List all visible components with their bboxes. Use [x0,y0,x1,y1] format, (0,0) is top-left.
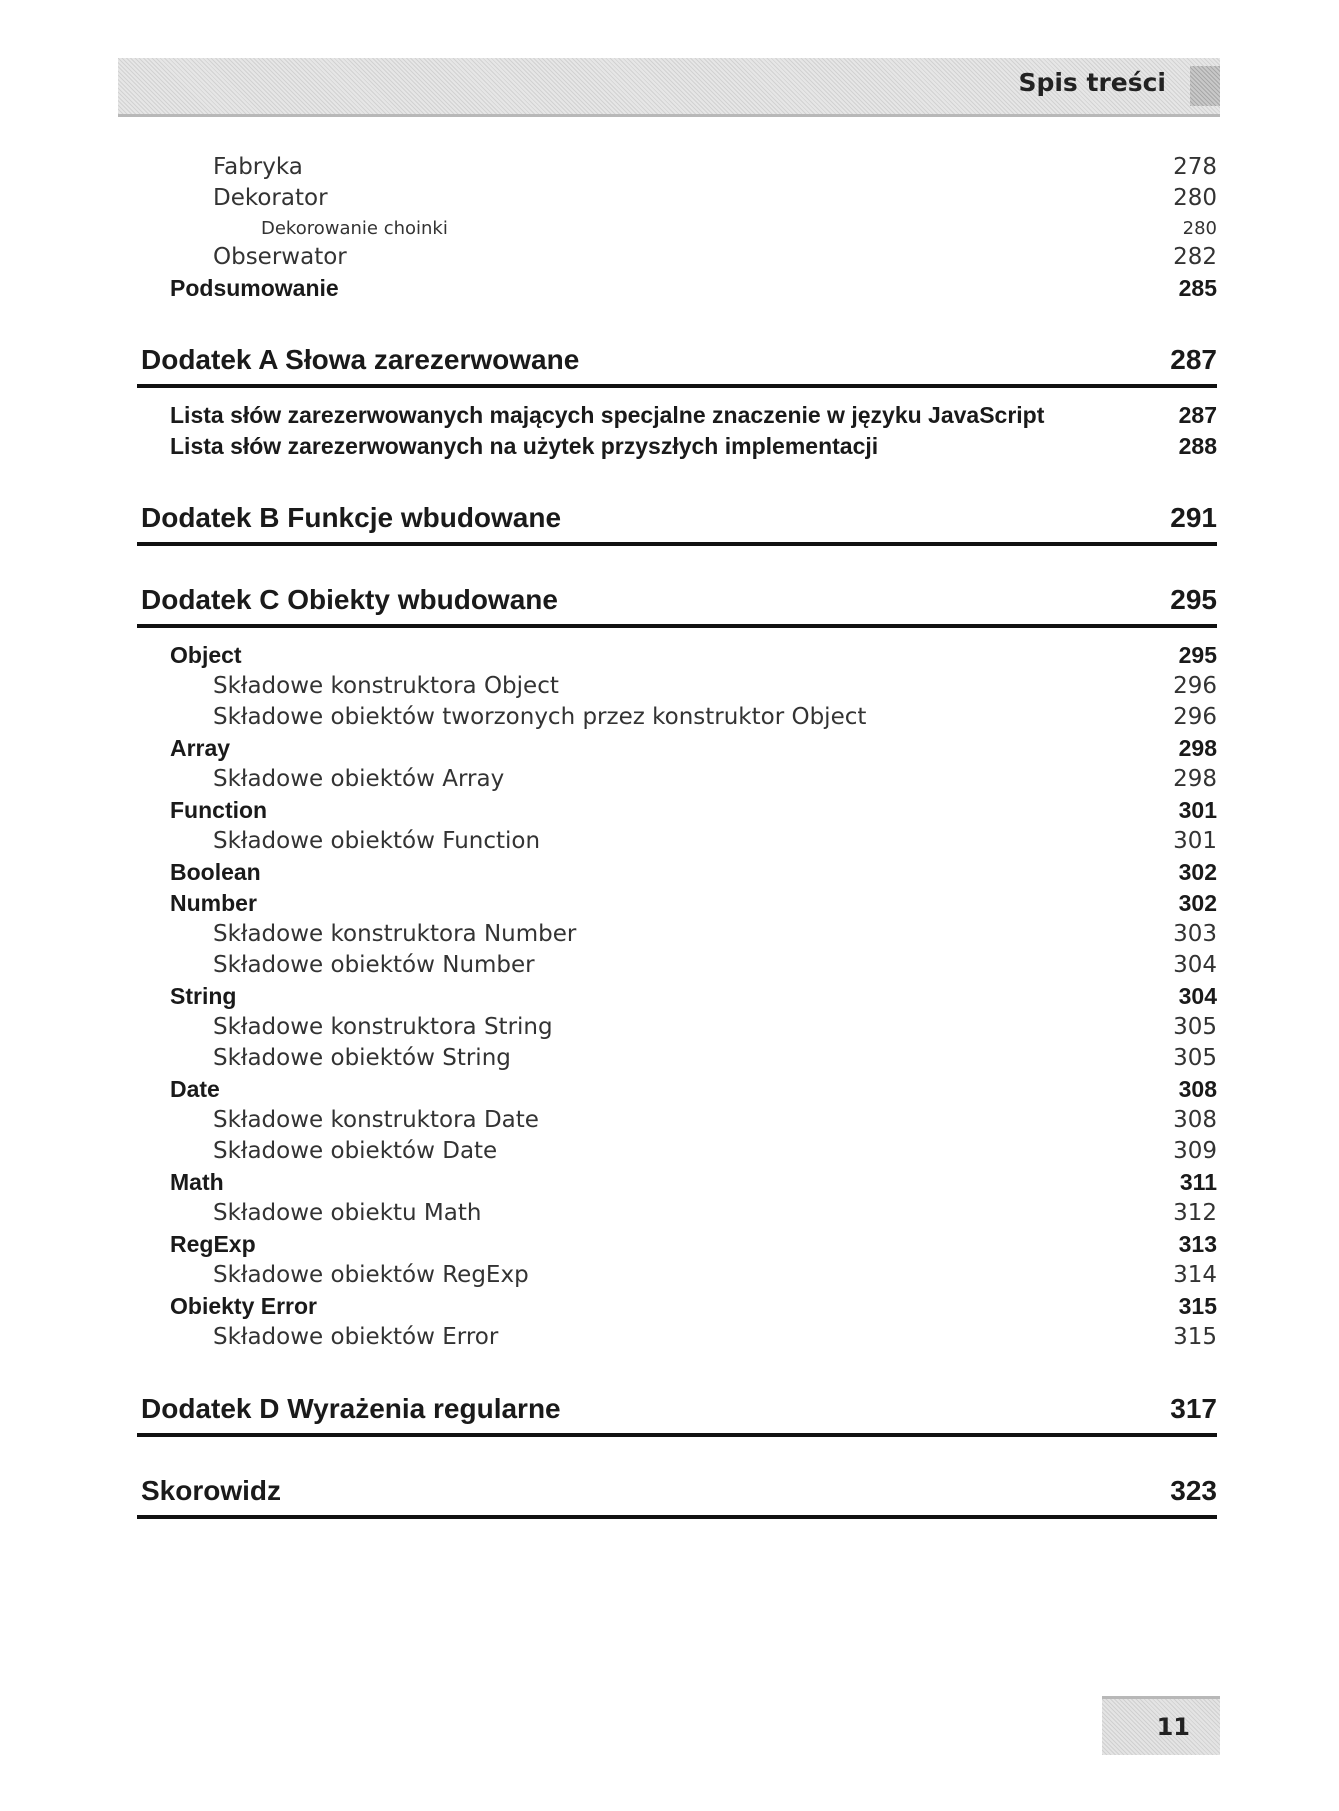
toc-section[interactable] [137,797,1217,828]
toc-section[interactable] [137,642,1217,673]
toc-index[interactable] [137,1475,1217,1519]
toc-section[interactable] [137,433,1217,464]
running-header-title: Spis treści [1018,68,1166,97]
toc-entry-page: 305 [1173,1045,1217,1071]
toc-section-page: 302 [1178,859,1217,885]
toc-entry-title: Składowe obiektów Date [213,1138,498,1164]
toc-entry-title: Składowe konstruktora String [213,1014,553,1040]
toc-section-title: Function [170,797,268,823]
toc-section-page: 304 [1178,983,1217,1009]
page-footer [1102,1696,1220,1755]
toc-section-title: Boolean [170,859,261,885]
appendix-page: 295 [1170,584,1217,615]
toc-section[interactable] [137,402,1217,433]
toc-entry[interactable] [137,921,1217,952]
toc-section-title: Number [170,890,257,916]
toc-appendix-b[interactable] [137,502,1217,546]
toc-entry-page: 296 [1173,704,1217,730]
toc-entry-title: Składowe konstruktora Date [213,1107,539,1133]
appendix-title: Dodatek D Wyrażenia regularne [141,1393,561,1424]
toc-entry-page: 308 [1173,1107,1217,1133]
toc-section-title: Podsumowanie [170,275,339,301]
toc-entry-page: 282 [1173,244,1217,270]
toc-entry-title: Składowe konstruktora Object [213,673,559,699]
toc-section-title: Array [170,735,231,761]
appendix-title: Dodatek A Słowa zarezerwowane [141,344,580,375]
toc-entry[interactable] [137,766,1217,797]
toc-entry-title: Fabryka [213,154,303,180]
toc-section[interactable] [137,1293,1217,1324]
toc-section[interactable] [137,1076,1217,1107]
toc-entry-page: 315 [1173,1324,1217,1350]
toc-entry[interactable] [137,828,1217,859]
toc-subentry[interactable] [137,216,1217,244]
toc-section-title: Lista słów zarezerwowanych na użytek przyszłych implementacji [170,433,879,459]
toc-entry-page: 278 [1173,154,1217,180]
toc-section[interactable] [137,859,1217,890]
toc-entry[interactable] [137,244,1217,275]
appendix-title: Dodatek C Obiekty wbudowane [141,584,558,615]
toc-section-page: 287 [1178,402,1217,428]
toc-entry-page: 296 [1173,673,1217,699]
toc-entry[interactable] [137,1324,1217,1355]
toc-section-title: RegExp [170,1231,256,1257]
toc-section-page: 311 [1179,1169,1217,1195]
page-number: 11 [1156,1713,1190,1741]
toc-entry-title: Składowe konstruktora Number [213,921,577,947]
toc-entry-page: 280 [1182,218,1217,239]
toc-section[interactable] [137,1231,1217,1262]
toc-section[interactable] [137,275,1217,306]
appendix-page: 291 [1170,502,1217,533]
toc-section-title: String [170,983,237,1009]
toc-section-page: 301 [1178,797,1217,823]
toc-entry-title: Składowe obiektów Function [213,828,541,854]
toc-entry[interactable] [137,1200,1217,1231]
toc-section-page: 308 [1178,1076,1217,1102]
toc-section-page: 302 [1178,890,1217,916]
toc-section[interactable] [137,1169,1217,1200]
toc-section[interactable] [137,983,1217,1014]
toc-entry-title: Składowe obiektów tworzonych przez konstruktor Object [213,704,867,730]
toc-entry-title: Dekorator [213,185,328,211]
toc-entry[interactable] [137,1107,1217,1138]
toc-entry[interactable] [137,704,1217,735]
toc-section-title: Lista słów zarezerwowanych mających specjalne znaczenie w języku JavaScript [170,402,1045,428]
toc-entry-page: 304 [1173,952,1217,978]
toc-appendix-c[interactable] [137,584,1217,628]
toc-entry-title: Obserwator [213,244,347,270]
toc-entry-title: Składowe obiektu Math [213,1200,482,1226]
toc-entry[interactable] [137,952,1217,983]
toc-section-page: 285 [1178,275,1217,301]
toc-entry[interactable] [137,1138,1217,1169]
appendix-page: 317 [1170,1393,1217,1424]
toc-entry-page: 309 [1173,1138,1217,1164]
toc-entry-page: 314 [1173,1262,1217,1288]
toc-entry-title: Dekorowanie choinki [261,218,448,239]
toc-section-page: 298 [1178,735,1217,761]
toc-entry[interactable] [137,673,1217,704]
toc-section-page: 288 [1178,433,1217,459]
table-of-contents [137,154,1217,1533]
toc-entry-page: 280 [1173,185,1217,211]
toc-entry-page: 298 [1173,766,1217,792]
toc-entry-page: 312 [1173,1200,1217,1226]
toc-entry-title: Składowe obiektów Error [213,1324,499,1350]
header-tab-marker [1190,66,1220,106]
toc-entry[interactable] [137,1045,1217,1076]
toc-appendix-a[interactable] [137,344,1217,388]
toc-entry-title: Składowe obiektów Array [213,766,505,792]
index-page: 323 [1170,1475,1217,1506]
toc-entry-page: 301 [1173,828,1217,854]
toc-entry[interactable] [137,154,1217,185]
toc-entry[interactable] [137,185,1217,216]
toc-section-page: 315 [1178,1293,1217,1319]
toc-section[interactable] [137,735,1217,766]
toc-section-title: Obiekty Error [170,1293,317,1319]
toc-entry[interactable] [137,1262,1217,1293]
toc-entry-page: 303 [1173,921,1217,947]
toc-entry-page: 305 [1173,1014,1217,1040]
toc-section-title: Math [170,1169,224,1195]
appendix-page: 287 [1170,344,1217,375]
toc-entry-title: Składowe obiektów String [213,1045,511,1071]
running-header [118,58,1220,117]
toc-entry-title: Składowe obiektów Number [213,952,535,978]
toc-section-page: 313 [1178,1231,1217,1257]
index-title: Skorowidz [141,1475,282,1506]
toc-section-page: 295 [1178,642,1217,668]
toc-entry[interactable] [137,1014,1217,1045]
appendix-title: Dodatek B Funkcje wbudowane [141,502,562,533]
toc-section[interactable] [137,890,1217,921]
toc-section-title: Date [170,1076,220,1102]
toc-section-title: Object [170,642,242,668]
toc-entry-title: Składowe obiektów RegExp [213,1262,529,1288]
toc-appendix-d[interactable] [137,1393,1217,1437]
